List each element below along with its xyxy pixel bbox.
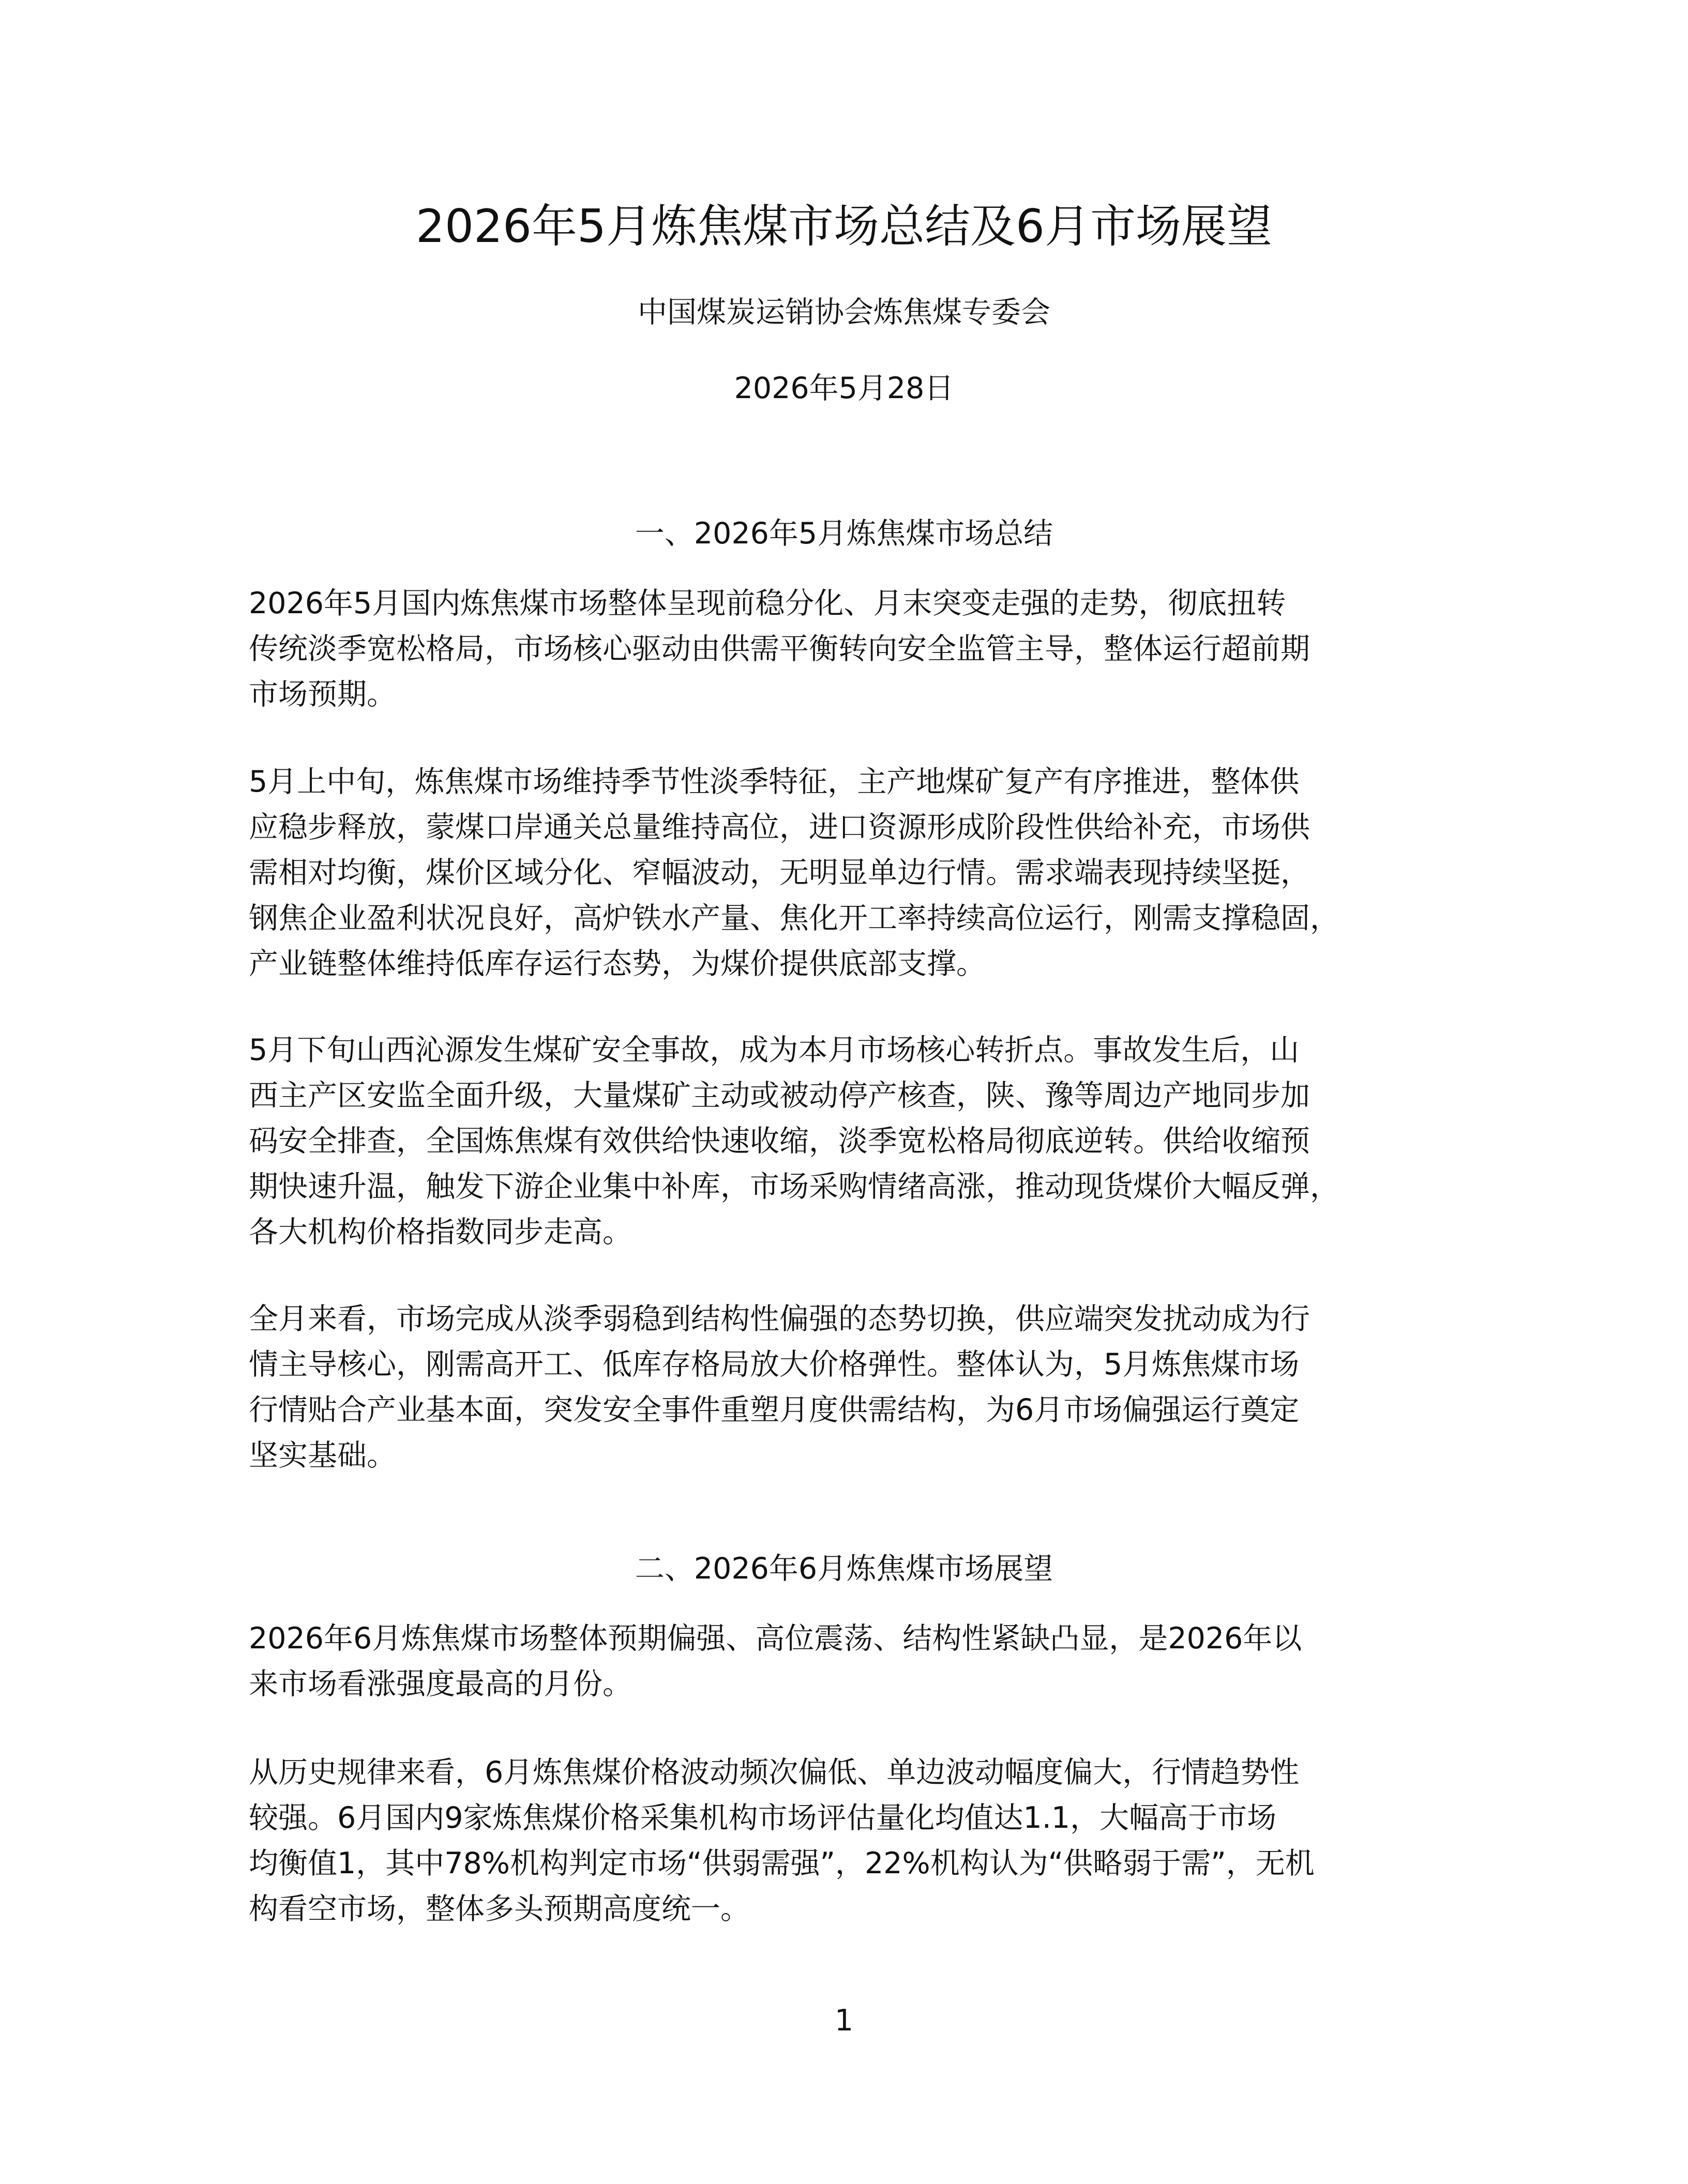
document-date: 2026年5月28日 bbox=[734, 371, 954, 405]
text-line: 2026年5月国内炼焦煤市场整体呈现前稳分化、月末突变走强的走势，彻底扭转 bbox=[249, 586, 1286, 620]
text-line: 钢焦企业盈利状况良好，高炉铁水产量、焦化开工率持续高位运行，刚需支撑稳固， bbox=[249, 901, 1339, 935]
text-line: 期快速升温，触发下游企业集中补库，市场采购情绪高涨，推动现货煤价大幅反弹， bbox=[249, 1170, 1339, 1204]
paragraph bbox=[249, 1296, 1459, 1478]
text-line: 5月下旬山西沁源发生煤矿安全事故，成为本月市场核心转折点。事故发生后，山 bbox=[249, 1033, 1300, 1067]
organization-name: 中国煤炭运销协会炼焦煤专委会 bbox=[638, 295, 1050, 329]
paragraph bbox=[249, 1750, 1459, 1932]
paragraph bbox=[249, 1027, 1459, 1255]
text-line: 市场预期。 bbox=[249, 677, 396, 711]
text-line: 构看空市场，整体多头预期高度统一。 bbox=[249, 1892, 750, 1926]
paragraph bbox=[249, 759, 1459, 987]
text-line: 坚实基础。 bbox=[249, 1438, 396, 1473]
section-heading-summary: 一、2026年5月炼焦煤市场总结 bbox=[635, 517, 1053, 551]
text-line: 传统淡季宽松格局，市场核心驱动由供需平衡转向安全监管主导，整体运行超前期 bbox=[249, 632, 1310, 666]
text-line: 5月上中旬，炼焦煤市场维持季节性淡季特征，主产地煤矿复产有序推进，整体供 bbox=[249, 765, 1300, 799]
section-heading-outlook: 二、2026年6月炼焦煤市场展望 bbox=[635, 1552, 1053, 1586]
text-line: 从历史规律来看，6月炼焦煤价格波动频次偏低、单边波动幅度偏大，行情趋势性 bbox=[249, 1755, 1300, 1789]
page-number: 1 bbox=[834, 2004, 854, 2038]
text-line: 较强。6月国内9家炼焦煤价格采集机构市场评估量化均值达1.1，大幅高于市场 bbox=[249, 1801, 1277, 1835]
text-line: 西主产区安监全面升级，大量煤矿主动或被动停产核查，陕、豫等周边产地同步加 bbox=[249, 1079, 1310, 1113]
paragraph bbox=[249, 1616, 1459, 1707]
text-line: 需相对均衡，煤价区域分化、窄幅波动，无明显单边行情。需求端表现持续坚挺， bbox=[249, 856, 1310, 890]
text-line: 2026年6月炼焦煤市场整体预期偏强、高位震荡、结构性紧缺凸显，是2026年以 bbox=[249, 1621, 1302, 1656]
text-line: 全月来看，市场完成从淡季弱稳到结构性偏强的态势切换，供应端突发扰动成为行 bbox=[249, 1302, 1310, 1336]
text-line: 情主导核心，刚需高开工、低库存格局放大价格弹性。整体认为，5月炼焦煤市场 bbox=[249, 1347, 1300, 1382]
document-title: 2026年5月炼焦煤市场总结及6月市场展望 bbox=[416, 200, 1272, 253]
text-line: 码安全排查，全国炼焦煤有效供给快速收缩，淡季宽松格局彻底逆转。供给收缩预 bbox=[249, 1124, 1310, 1158]
text-line: 来市场看涨强度最高的月份。 bbox=[249, 1667, 632, 1701]
paragraph bbox=[249, 581, 1459, 717]
text-line: 各大机构价格指数同步走高。 bbox=[249, 1215, 632, 1249]
text-line: 均衡值1，其中78%机构判定市场“供弱需强”，22%机构认为“供略弱于需”，无机 bbox=[249, 1846, 1315, 1880]
text-line: 应稳步释放，蒙煤口岸通关总量维持高位，进口资源形成阶段性供给补充，市场供 bbox=[249, 810, 1310, 844]
text-line: 产业链整体维持低库存运行态势，为煤价提供底部支撑。 bbox=[249, 947, 986, 981]
text-line: 行情贴合产业基本面，突发安全事件重塑月度供需结构，为6月市场偏强运行奠定 bbox=[249, 1393, 1300, 1427]
